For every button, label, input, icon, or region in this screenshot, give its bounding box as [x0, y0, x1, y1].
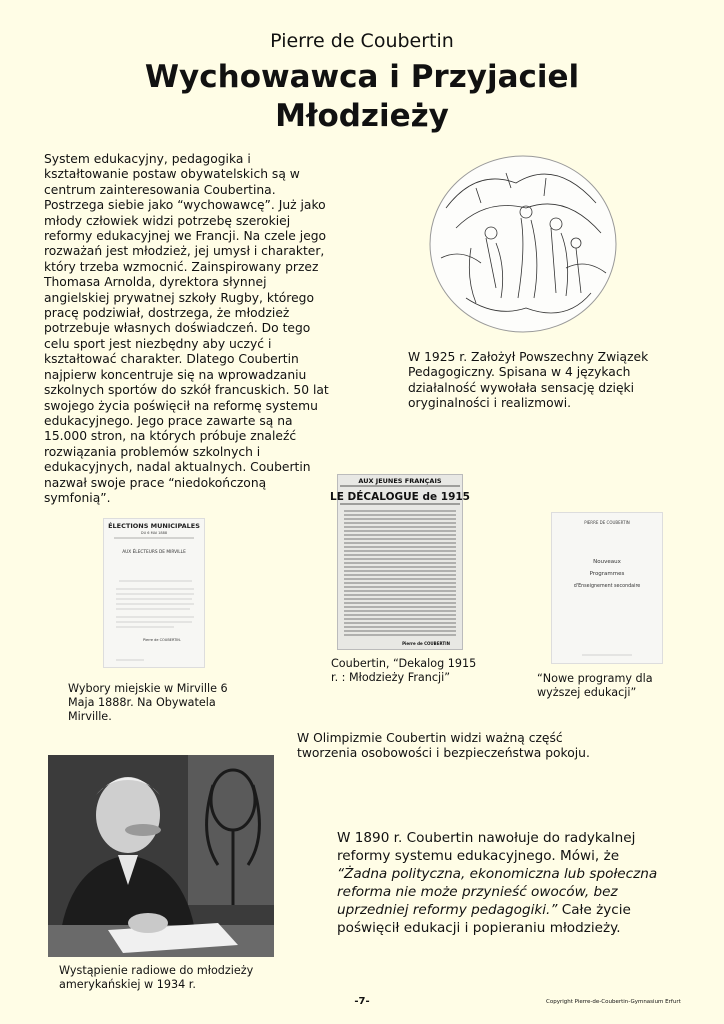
- elections-doc-signature: Pierre de COUBERTIN.: [142, 638, 182, 642]
- page-title: Wychowawca i Przyjaciel Młodzieży: [144, 59, 580, 134]
- copyright-notice: Copyright Pierre-de-Coubertin-Gymnasium Erfurt: [546, 999, 681, 1005]
- elections-document-image: [103, 518, 205, 668]
- paragraph-1890: [337, 829, 667, 937]
- caption-elections: Wybory miejskie w Mirville 6 Maja 1888r. Na Obywatela Mirville.: [68, 682, 228, 723]
- page-subtitle: Pierre de Coubertin: [270, 30, 454, 52]
- programmes-doc-author: PIERRE DE COUBERTIN: [584, 520, 630, 525]
- programmes-doc-line2: Programmes: [589, 571, 625, 577]
- programmes-doc-line3: d'Enseignement secondaire: [573, 584, 641, 589]
- caption-programmes: “Nowe programy dla wyższej edukacji”: [537, 672, 653, 699]
- decalogue-doc-author: Pierre de COUBERTIN: [402, 641, 450, 646]
- elections-doc-date: DU 6 MAI 1888: [140, 531, 168, 535]
- paragraph-1890-text: W 1890 r. Coubertin nawołuje do radykalnej reformy systemu edukacyjnego. Mówi, że: [337, 830, 636, 864]
- decalogue-document-image: [330, 474, 470, 650]
- page-number: -7-: [354, 996, 370, 1007]
- pedagogy-reform-quote: “Żadna polityczna, ekonomiczna lub społeczna reforma nie może przynieść owoców, bez uprzedniej reformy pedagogiki.”: [337, 866, 658, 918]
- programmes-document-image: [551, 512, 663, 664]
- decalogue-doc-title: LE DÉCALOGUE de 1915: [330, 491, 470, 503]
- paragraph-1890-closing: Całe życie poświęcił edukacji i popieraniu młodzieży.: [337, 902, 631, 936]
- caption-1925: W 1925 r. Założył Powszechny Związek Pedagogiczny. Spisana w 4 językach działalność wywołała sensację dzięki oryginalności i realizmowi.: [408, 350, 649, 411]
- decalogue-doc-banner: AUX JEUNES FRANÇAIS: [358, 477, 442, 485]
- elections-doc-address: AUX ÉLECTEURS DE MIRVILLE: [122, 550, 186, 555]
- caption-decalogue: Coubertin, “Dekalog 1915 r. : Młodzieży Francji”: [331, 657, 477, 684]
- elections-doc-heading: ÉLECTIONS MUNICIPALES: [108, 522, 200, 530]
- caption-radio: Wystąpienie radiowe do młodzieży amerykańskiej w 1934 r.: [59, 964, 254, 991]
- radio-address-photo: [48, 755, 274, 957]
- engraving-illustration: [426, 148, 620, 338]
- olympism-paragraph: W Olimpizmie Coubertin widzi ważną część tworzenia osobowości i bezpieczeństwa pokoju.: [297, 731, 590, 761]
- intro-paragraph: System edukacyjny, pedagogika i kształtowanie postaw obywatelskich są w centrum zainteresowania Coubertina. Postrzega siebie jako “wychowawcę”. Już jako młody człowiek widzi potrzebę szerokiej reformy edukacyjnej we Francji. Na czele jego rozważań jest młodzież, jej umysł i charakter, który trzeba wzmocnić. Zainspirowany przez Thomasa Arnolda, dyrektora słynnej angielskiej prywatnej szkoły Rugby, którego pracę podziwiał, dostrzega, że młodzież potrzebuje własnych doświadczeń. Do tego celu sport jest niezbędny aby uczyć i kształtować charakter. Dlatego Coubertin najpierw koncentruje się na wprowadzaniu szkolnych sportów do szkół francuskich. 50 lat swojego życia poświęcił na reformę systemu edukacyjnego. Jego prace zawarte są na 15.000 stron, na których próbuje znaleźć rozwiązania problemów szkolnych i edukacyjnych, nadal aktualnych. Coubertin nazwał swoje prace “niedokończoną symfonią”.: [44, 152, 329, 505]
- programmes-doc-line1: Nouveaux: [593, 559, 621, 565]
